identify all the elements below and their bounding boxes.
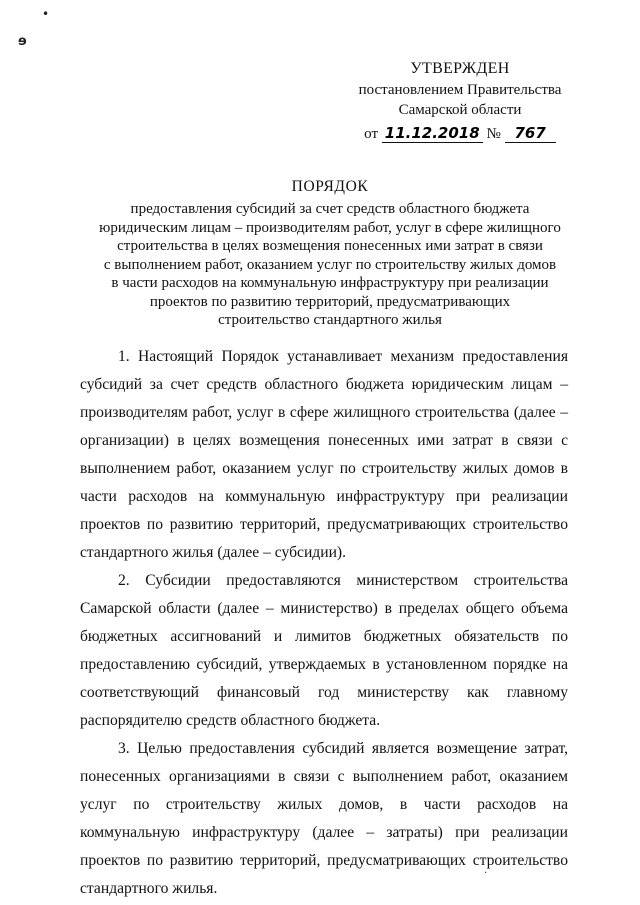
subtitle-line: проектов по развитию территорий, предусматривающих: [149, 293, 511, 310]
subtitle-line: с выполнением работ, оказанием услуг по строительству жилых домов: [103, 256, 557, 273]
subtitle-line: юридическим лицам – производителям работ, услуг в сфере жилищного: [99, 219, 561, 236]
scan-dot-mark: ·: [484, 868, 488, 879]
document-heading: [60, 176, 600, 330]
number-prefix: №: [486, 126, 501, 142]
handwritten-date: 11.12.2018: [382, 124, 483, 143]
document-body: [80, 343, 568, 903]
paragraph-1: 1. Настоящий Порядок устанавливает механизм предоставления субсидий за счет средств областного бюджета юридическим лицам – производителям работ, услуг в сфере жилищного строительства (далее – организации) в целях возмещения понесенных ими затрат в связи с выполнением работ, оказанием услуг по строительству жилых домов в части расходов на коммунальную инфраструктуру при реализации проектов по развитию территорий, предусматривающих строительство стандартного жилья (далее – субсидии).: [80, 348, 568, 561]
scan-speck-mark: •: [42, 7, 50, 21]
approval-line-1: постановлением Правительства: [358, 82, 562, 98]
scan-hole-mark: ɘ: [18, 34, 27, 49]
date-prefix: от: [364, 126, 379, 142]
approval-title: УТВЕРЖДЕН: [410, 60, 510, 77]
approval-line-2: Самарской области: [398, 102, 522, 118]
handwritten-number: 767: [505, 124, 556, 143]
document-subtitle: [60, 200, 600, 330]
approval-stamp-block: [340, 58, 580, 145]
subtitle-line: в части расходов на коммунальную инфраструктуру при реализации: [111, 275, 549, 291]
subtitle-line: строительство стандартного жилья: [218, 312, 442, 328]
document-title: ПОРЯДОК: [291, 178, 369, 195]
paragraph-3: 3. Целью предоставления субсидий является возмещение затрат, понесенных организациями в связи с выполнением работ, оказанием услуг по строительству жилых домов, в части расходов на коммунальную инфраструктуру (далее – затраты) при реализации проектов по развитию территорий, предусматривающих строительство стандартного жилья.: [80, 740, 568, 897]
subtitle-line: предоставления субсидий за счет средств областного бюджета: [130, 201, 530, 217]
subtitle-line: строительства в целях возмещения понесенных ими затрат в связи: [117, 238, 543, 254]
approval-date-line: [340, 122, 580, 145]
paragraph-2: 2. Субсидии предоставляются министерством строительства Самарской области (далее – министерство) в пределах общего объема бюджетных ассигнований и лимитов бюджетных обязательств по предоставлению субсидий, утверждаемых в установленном порядке на соответствующий финансовый год министерству как главному распорядителю средств областного бюджета.: [80, 572, 568, 729]
